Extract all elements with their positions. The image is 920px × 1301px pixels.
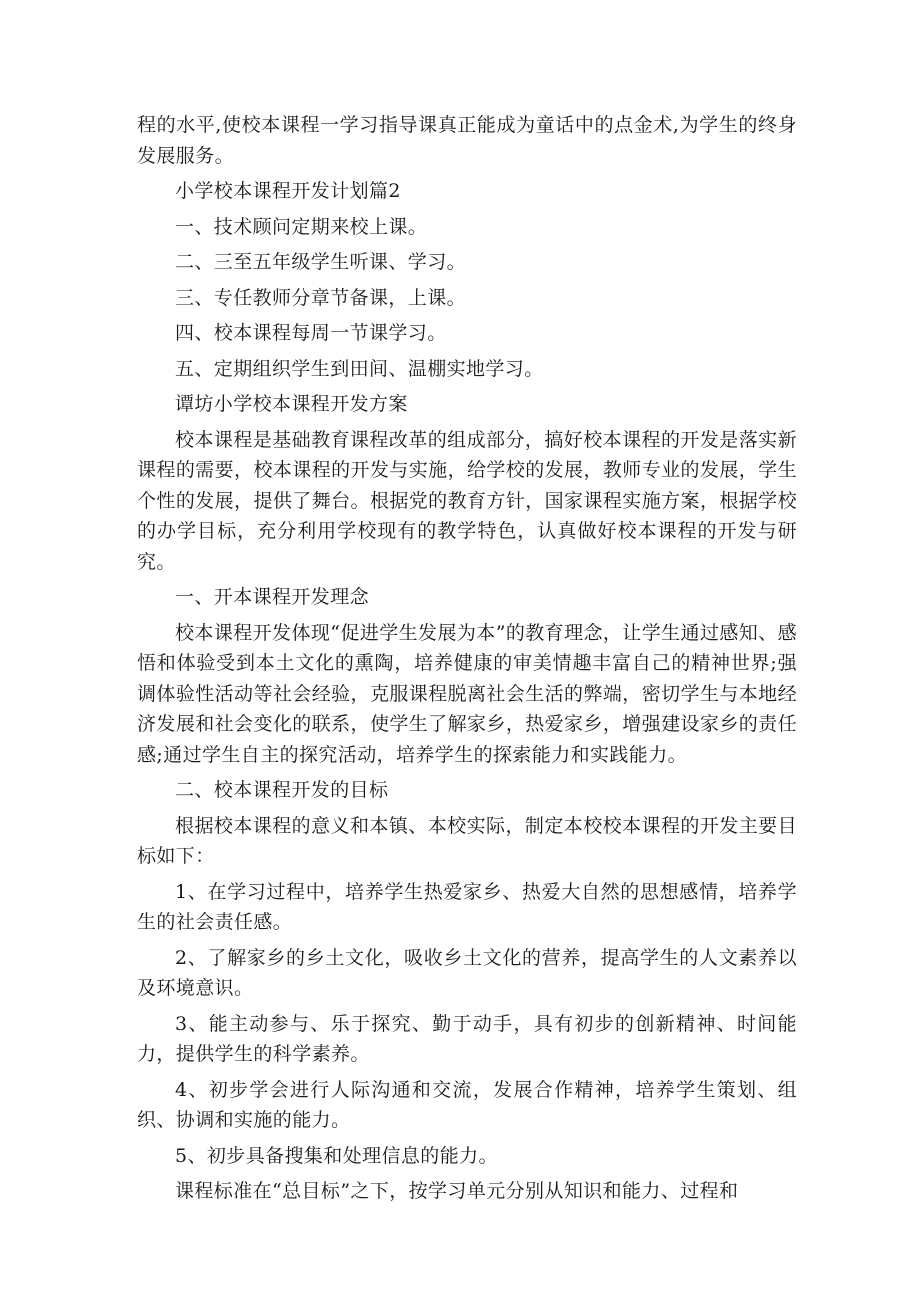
paragraph-continuation: 程的水平,使校本课程一学习指导课真正能成为童话中的点金术,为学生的终身发展服务。: [137, 114, 797, 167]
goal-item-2: 2、了解家乡的乡土文化，吸收乡土文化的营养，提高学生的人文素养以及环境意识。: [137, 946, 797, 999]
heading-goals: 二、校本课程开发的目标: [175, 779, 389, 801]
paragraph-intro: 校本课程是基础教育课程改革的组成部分，搞好校本课程的开发是落实新课程的需要，校本课程的开发与实施，给学校的发展，教师专业的发展，学生个性的发展，提供了舞台。根据党的教育方针，国家课程实施方案，根据学校的办学目标，充分利用学校现有的教学特色，认真做好校本课程的开发与研究。: [137, 428, 797, 573]
heading-concept: 一、开本课程开发理念: [175, 586, 370, 608]
document-body: [137, 110, 797, 1207]
goal-item-4: 4、初步学会进行人际沟通和交流，发展合作精神，培养学生策划、组织、协调和实施的能力。: [137, 1078, 797, 1131]
list-item-1: 一、技术顾问定期来校上课。: [175, 215, 428, 238]
paragraph-standards: 课程标准在“总目标”之下，按学习单元分别从知识和能力、过程和: [175, 1180, 739, 1202]
paragraph-concept: 校本课程开发体现“促进学生发展为本”的教育理念，让学生通过感知、感悟和体验受到本土文化的熏陶，培养健康的审美情趣丰富自己的精神世界;强调体验性活动等社会经验，克服课程脱离社会生活的弊端，密切学生与本地经济发展和社会变化的联系，使学生了解家乡，热爱家乡，增强建设家乡的责任感;通过学生自主的探究活动，培养学生的探索能力和实践能力。: [137, 621, 797, 766]
list-item-3: 三、专任教师分章节备课，上课。: [175, 286, 467, 309]
list-item-4: 四、校本课程每周一节课学习。: [175, 322, 447, 344]
goal-item-1: 1、在学习过程中，培养学生热爱家乡、热爱大自然的思想感情，培养学生的社会责任感。: [137, 880, 797, 933]
goal-item-3: 3、能主动参与、乐于探究、勤于动手，具有初步的创新精神、时间能力，提供学生的科学素养。: [137, 1012, 797, 1065]
goal-item-5: 5、初步具备搜集和处理信息的能力。: [175, 1144, 498, 1167]
section-title-plan-2: 小学校本课程开发计划篇2: [175, 180, 401, 202]
list-item-5: 五、定期组织学生到田间、温棚实地学习。: [175, 357, 544, 380]
list-item-2: 二、三至五年级学生听课、学习。: [175, 251, 467, 273]
paragraph-goals-intro: 根据校本课程的意义和本镇、本校实际，制定本校校本课程的开发主要目标如下：: [137, 814, 797, 867]
section-title-tanfang: 谭坊小学校本课程开发方案: [175, 393, 408, 415]
